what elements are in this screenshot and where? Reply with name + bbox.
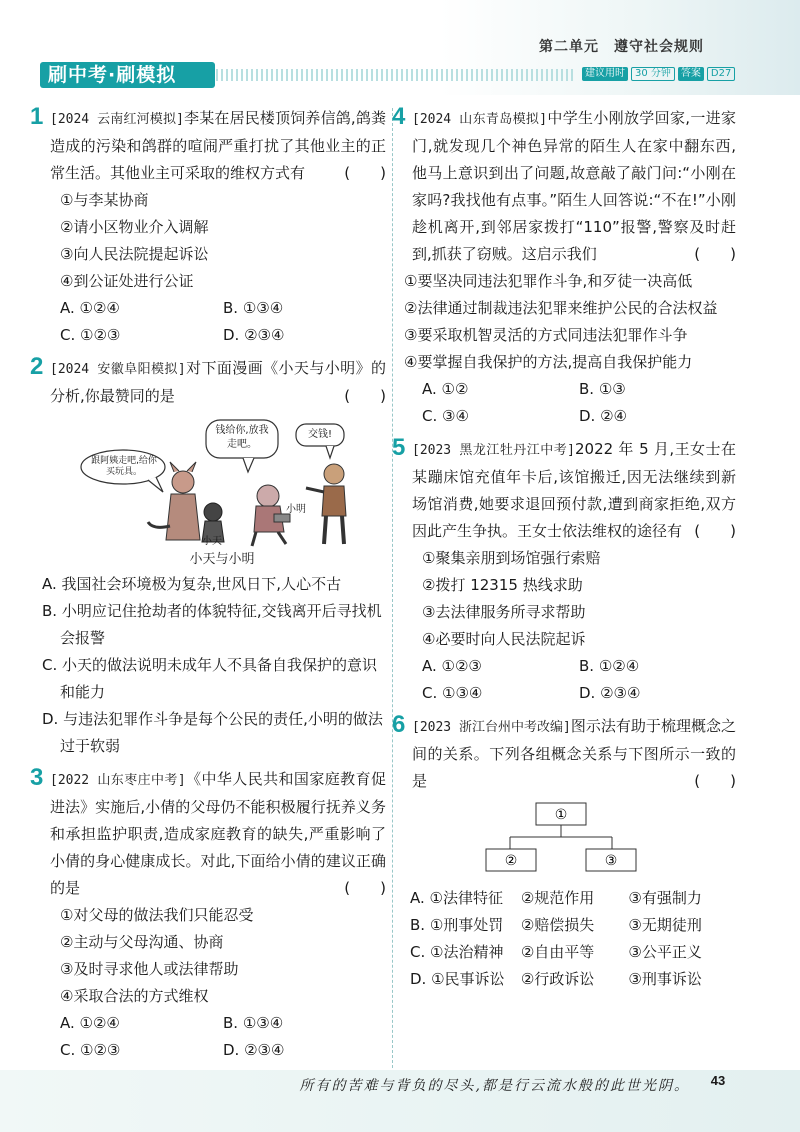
choice-a[interactable]: A. ①②④ [60, 1014, 120, 1032]
statement-item: ④采取合法的方式维权 [60, 987, 209, 1005]
unit-title: 第二单元 遵守社会规则 [539, 39, 704, 55]
question-source: [2024 安徽阜阳模拟] [50, 362, 186, 377]
header-stripe [216, 69, 576, 81]
cartoon-illustration [78, 414, 378, 549]
choice-grid [38, 295, 386, 349]
page-number: 43 [710, 1073, 726, 1088]
choice-cell: ③公平正义 [628, 943, 702, 961]
answer-blank[interactable]: ( ) [694, 772, 736, 790]
choice-b[interactable]: B. ①③④ [223, 299, 284, 317]
statement-item: ③要采取机智灵活的方式同违法犯罪作斗争 [404, 326, 688, 344]
statement-item: ②主动与父母沟通、协商 [60, 933, 224, 951]
question-number: 5 [392, 434, 406, 461]
answer-blank[interactable]: ( ) [344, 164, 386, 182]
choice-cell: A. ①法律特征 [410, 889, 503, 907]
choice-cell: ②规范作用 [520, 889, 595, 907]
statement-item: ④必要时向人民法院起诉 [422, 630, 586, 648]
question-stem [38, 355, 386, 410]
choice-grid [38, 1010, 386, 1064]
question-6 [392, 711, 736, 993]
choice-cell: ②自由平等 [520, 943, 595, 961]
choice-d[interactable]: D. ②④ [579, 407, 627, 425]
statement-item: ①聚集亲朋到场馆强行索赔 [422, 549, 601, 567]
answer-label: 答案 [678, 67, 704, 81]
question-number: 6 [392, 711, 406, 738]
choice-cell: D. ①民事诉讼 [410, 970, 505, 988]
choice-c[interactable]: C. ①②③ [60, 1041, 121, 1059]
question-text: 图示法有助于梳理概念之间的关系。下列各组概念关系与下图所示一致的是 [412, 717, 736, 790]
choice-cell: ③刑事诉讼 [628, 970, 702, 988]
label-xiaoming: 小明 [286, 504, 306, 515]
question-source: [2023 浙江台州中考改编] [412, 720, 571, 735]
statement-item: ①与李某协商 [60, 191, 149, 209]
question-stem [400, 436, 736, 545]
question-stem [400, 713, 736, 795]
statement-item: ④到公证处进行公证 [60, 272, 194, 290]
question-text: 对下面漫画《小天与小明》的分析,你最赞同的是 [50, 359, 386, 405]
question-1 [30, 103, 386, 349]
question-source: [2022 山东枣庄中考] [50, 773, 186, 788]
question-source: [2024 山东青岛模拟] [412, 112, 548, 127]
question-text: 《中华人民共和国家庭教育促进法》实施后,小倩的父母仍不能积极履行抚养义务和承担监护职责,造成家庭教育的缺失,严重影响了小倩的身心健康成长。对此,下面给小倩的建议正确的是 [50, 770, 386, 897]
statement-item: ③去法律服务所寻求帮助 [422, 603, 586, 621]
question-stem [400, 105, 736, 268]
choice-row-c[interactable] [400, 939, 736, 966]
statement-item: ①对父母的做法我们只能忍受 [60, 906, 254, 924]
diagram-label-3: ③ [604, 853, 618, 869]
choice-cell: B. ①刑事处罚 [410, 916, 504, 934]
question-stem [38, 766, 386, 902]
bubble-shout-text: 交钱! [307, 429, 332, 440]
choice-b[interactable]: B. ①③④ [223, 1014, 284, 1032]
concept-diagram [400, 799, 736, 877]
question-number: 1 [30, 103, 44, 130]
label-xiaotian: 小天 [202, 536, 222, 547]
choice-row-b[interactable] [400, 912, 736, 939]
question-stem [38, 105, 386, 187]
choice-d[interactable]: D. ②③④ [223, 1041, 285, 1059]
footer-quote: 所有的苦难与背负的尽头,都是行云流水般的此世光阴。 [299, 1078, 690, 1094]
question-2 [30, 353, 386, 760]
answer-page: D27 [707, 67, 735, 81]
statement-item: ②拨打 12315 热线求助 [422, 576, 583, 594]
question-number: 2 [30, 353, 44, 380]
choice-grid [400, 376, 736, 430]
bubble-aunt-text: 跟阿姨走吧,给你买玩具。 [91, 456, 157, 477]
choice-b[interactable]: B. ①②④ [579, 657, 640, 675]
diagram-connector [510, 825, 612, 849]
choice-a[interactable]: A. ①②④ [60, 299, 120, 317]
bubble-robber-text: 钱给你,放我走吧。 [215, 425, 269, 450]
choice-a[interactable]: A. ①②③ [422, 657, 482, 675]
choice-row-d[interactable] [400, 966, 736, 993]
choice-a[interactable]: A. 我国社会环境极为复杂,世风日下,人心不古 [42, 575, 342, 593]
question-text: 中学生小刚放学回家,一进家门,就发现几个神色异常的陌生人在家中翻东西,他马上意识到出了问题,故意敲了敲门问:“小刚在家吗?我找他有点事。”陌生人回答说:“不在!”小刚趁机离开,到邻居家拨打“110”报警,警察及时赶到,抓获了窃贼。这启示我们 [412, 109, 736, 263]
choice-c[interactable]: C. ③④ [422, 407, 469, 425]
choice-cell: ②赔偿损失 [520, 916, 595, 934]
statement-item: ④要掌握自我保护的方法,提高自我保护能力 [404, 353, 693, 371]
choice-cell: ③有强制力 [628, 889, 702, 907]
diagram-label-2: ② [504, 853, 518, 869]
right-column [392, 103, 736, 999]
time-value: 30 分钟 [631, 67, 675, 81]
left-column [30, 103, 386, 1070]
answer-blank[interactable]: ( ) [344, 387, 386, 405]
choice-d[interactable]: D. ②③④ [579, 684, 641, 702]
question-number: 4 [392, 103, 406, 130]
choice-c[interactable]: C. ①②③ [60, 326, 121, 344]
choice-row-a[interactable] [400, 885, 736, 912]
statement-item: ②请小区物业介入调解 [60, 218, 209, 236]
choice-cell: C. ①法治精神 [410, 943, 504, 961]
answer-blank[interactable]: ( ) [694, 522, 736, 540]
choice-c[interactable]: C. ①③④ [422, 684, 483, 702]
choice-d[interactable]: D. ②③④ [223, 326, 285, 344]
statement-item: ②法律通过制裁违法犯罪来维护公民的合法权益 [404, 299, 718, 317]
choice-cell: ③无期徒刑 [628, 916, 702, 934]
choice-b[interactable]: B. 小明应记住抢劫者的体貌特征,交钱离开后寻找机会报警 [42, 602, 382, 647]
question-text: 2022 年 5 月,王女士在某蹦床馆充值年卡后,该馆搬迁,因无法继续到新场馆消费,她要求退回预付款,遭到商家拒绝,双方因此产生争执。王女士依法维权的途径有 [412, 440, 736, 540]
diagram-label-1: ① [554, 807, 568, 823]
statement-item: ③向人民法院提起诉讼 [60, 245, 209, 263]
column-divider [392, 108, 393, 1068]
question-source: [2023 黑龙江牡丹江中考] [412, 443, 575, 458]
answer-blank[interactable]: ( ) [344, 879, 386, 897]
statement-item: ①要坚决同违法犯罪作斗争,和歹徒一决高低 [404, 272, 693, 290]
answer-blank[interactable]: ( ) [694, 245, 736, 263]
choice-b[interactable]: B. ①③ [579, 380, 626, 398]
choice-c[interactable]: C. 小天的做法说明未成年人不具备自我保护的意识和能力 [42, 656, 378, 701]
question-5 [392, 434, 736, 707]
meta-bar [582, 67, 735, 81]
choice-grid [400, 653, 736, 707]
question-4 [392, 103, 736, 430]
brand-logo: 刷中考·刷模拟 [40, 62, 215, 88]
choice-a[interactable]: A. ①② [422, 380, 469, 398]
statement-item: ③及时寻求他人或法律帮助 [60, 960, 239, 978]
question-number: 3 [30, 764, 44, 791]
cartoon-caption: 小天与小明 [189, 552, 255, 567]
time-label: 建议用时 [582, 67, 628, 81]
question-3 [30, 764, 386, 1064]
question-text: 李某在居民楼顶饲养信鸽,鸽粪造成的污染和鸽群的喧闹严重打扰了其他业主的正常生活。其他业主可采取的维权方式有 [50, 109, 386, 182]
question-source: [2024 云南红河模拟] [50, 112, 184, 127]
choice-cell: ②行政诉讼 [520, 970, 595, 988]
choice-d[interactable]: D. 与违法犯罪作斗争是每个公民的责任,小明的做法过于软弱 [42, 710, 383, 755]
